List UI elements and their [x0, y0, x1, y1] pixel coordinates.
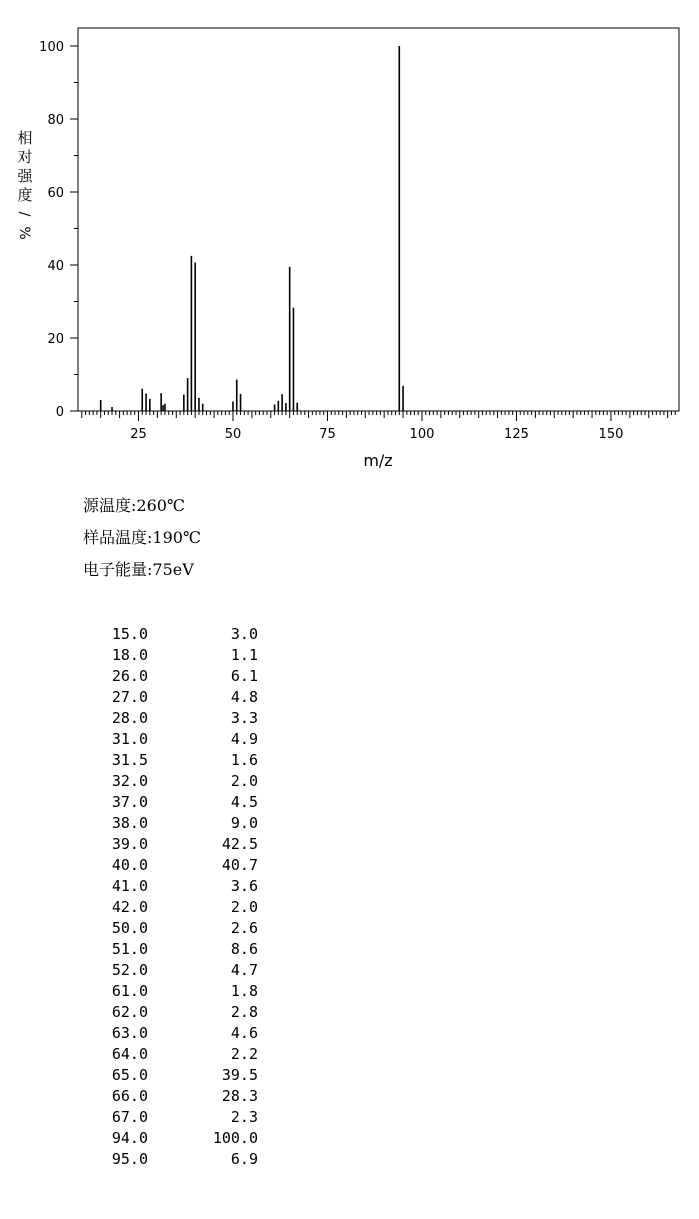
y-tick-label: 80 [47, 113, 64, 128]
peak-mz: 63.0 [111, 1024, 148, 1042]
peak-intensity: 2.6 [230, 919, 258, 937]
peak-mz: 37.0 [111, 793, 148, 811]
table-row [96, 960, 258, 981]
peak-mz: 28.0 [111, 709, 148, 727]
condition-label: 样品温度 [83, 528, 148, 547]
peak-mz: 65.0 [111, 1066, 148, 1084]
table-row [96, 834, 258, 855]
peak-intensity: 4.7 [230, 961, 258, 979]
peak-intensity: 6.9 [230, 1150, 258, 1168]
peak-intensity: 4.5 [230, 793, 258, 811]
peak-mz: 41.0 [111, 877, 148, 895]
spectrum-peaks [101, 46, 403, 411]
table-row [96, 981, 258, 1002]
x-axis-label: m/z [363, 451, 393, 470]
y-tick-label: 0 [55, 405, 64, 420]
peak-intensity: 42.5 [221, 835, 258, 853]
y-tick-label: 100 [39, 40, 64, 55]
condition-value: 190℃ [152, 528, 201, 547]
y-axis-label-char: 度 [17, 186, 33, 204]
peak-mz: 62.0 [111, 1003, 148, 1021]
plot-frame [78, 28, 679, 411]
peak-mz: 39.0 [111, 835, 148, 853]
peak-mz: 51.0 [111, 940, 148, 958]
peak-mz: 27.0 [111, 688, 148, 706]
x-tick-label: 125 [504, 427, 529, 442]
condition-value: 75eV [152, 560, 194, 579]
peak-intensity: 1.8 [230, 982, 258, 1000]
y-axis [39, 40, 78, 420]
y-tick-label: 60 [47, 186, 64, 201]
peak-intensity: 1.6 [230, 751, 258, 769]
x-tick-label: 100 [409, 427, 435, 442]
table-row [96, 1128, 258, 1149]
peak-intensity: 2.8 [230, 1003, 258, 1021]
peak-mz: 52.0 [111, 961, 148, 979]
peak-intensity: 28.3 [221, 1087, 258, 1105]
y-tick-label: 40 [47, 259, 64, 274]
x-tick-label: 50 [224, 427, 242, 442]
table-row [96, 1086, 258, 1107]
peak-intensity: 9.0 [230, 814, 258, 832]
table-row [96, 645, 258, 666]
peak-intensity: 4.9 [230, 730, 258, 748]
peak-intensity: 100.0 [212, 1129, 258, 1147]
peak-mz: 42.0 [111, 898, 148, 916]
peak-intensity: 39.5 [221, 1066, 258, 1084]
y-axis-label-char: % [16, 226, 32, 240]
peak-intensity: 2.2 [230, 1045, 258, 1063]
table-row [96, 708, 258, 729]
peak-table [96, 624, 258, 1170]
table-row [96, 855, 258, 876]
peak-mz: 26.0 [111, 667, 148, 685]
y-axis-label-char: 强 [17, 167, 33, 185]
x-tick-label: 150 [598, 427, 624, 442]
x-axis [82, 411, 675, 442]
peak-intensity: 2.3 [230, 1108, 258, 1126]
table-row [96, 624, 258, 645]
table-row [96, 1023, 258, 1044]
table-row [96, 876, 258, 897]
table-row [96, 792, 258, 813]
peak-mz: 15.0 [111, 625, 148, 643]
table-row [96, 666, 258, 687]
table-row [96, 1002, 258, 1023]
condition-sample-temperature: 样品温度:190℃ [83, 528, 201, 547]
peak-intensity: 3.0 [230, 625, 258, 643]
table-row [96, 939, 258, 960]
peak-intensity: 3.3 [230, 709, 258, 727]
y-axis-label-char: 相 [17, 129, 33, 147]
table-row [96, 1107, 258, 1128]
peak-mz: 31.5 [111, 751, 148, 769]
condition-electron-energy: 电子能量:75eV [83, 560, 194, 579]
condition-source-temperature: 源温度:260℃ [83, 496, 185, 515]
table-row [96, 750, 258, 771]
condition-label: 源温度 [83, 496, 132, 515]
peak-mz: 31.0 [111, 730, 148, 748]
table-row [96, 1149, 258, 1170]
peak-intensity: 3.6 [230, 877, 258, 895]
table-row [96, 897, 258, 918]
peak-mz: 18.0 [111, 646, 148, 664]
condition-value: 260℃ [136, 496, 185, 515]
table-row [96, 771, 258, 792]
y-axis-label [16, 129, 33, 240]
acquisition-conditions [83, 490, 201, 586]
peak-mz: 50.0 [111, 919, 148, 937]
peak-mz: 40.0 [111, 856, 148, 874]
peak-intensity: 40.7 [221, 856, 258, 874]
peak-mz: 38.0 [111, 814, 148, 832]
table-row [96, 1044, 258, 1065]
y-axis-label-char: / [16, 211, 32, 217]
peak-mz: 64.0 [111, 1045, 148, 1063]
table-row [96, 918, 258, 939]
peak-intensity: 1.1 [230, 646, 258, 664]
peak-mz: 67.0 [111, 1108, 148, 1126]
y-tick-label: 20 [47, 332, 64, 347]
peak-intensity: 6.1 [230, 667, 258, 685]
peak-mz: 61.0 [111, 982, 148, 1000]
table-row [96, 729, 258, 750]
peak-intensity: 2.0 [230, 898, 258, 916]
peak-mz: 95.0 [111, 1150, 148, 1168]
x-tick-label: 25 [130, 427, 147, 442]
peak-intensity: 2.0 [230, 772, 258, 790]
x-tick-label: 75 [319, 427, 336, 442]
peak-intensity: 8.6 [230, 940, 258, 958]
condition-label: 电子能量 [83, 560, 148, 579]
table-row [96, 813, 258, 834]
table-row [96, 1065, 258, 1086]
peak-mz: 32.0 [111, 772, 148, 790]
peak-intensity: 4.8 [230, 688, 258, 706]
peak-intensity: 4.6 [230, 1024, 258, 1042]
mass-spectrum-chart [0, 0, 699, 480]
table-row [96, 687, 258, 708]
peak-mz: 94.0 [111, 1129, 148, 1147]
y-axis-label-char: 对 [17, 148, 33, 166]
peak-mz: 66.0 [111, 1087, 148, 1105]
